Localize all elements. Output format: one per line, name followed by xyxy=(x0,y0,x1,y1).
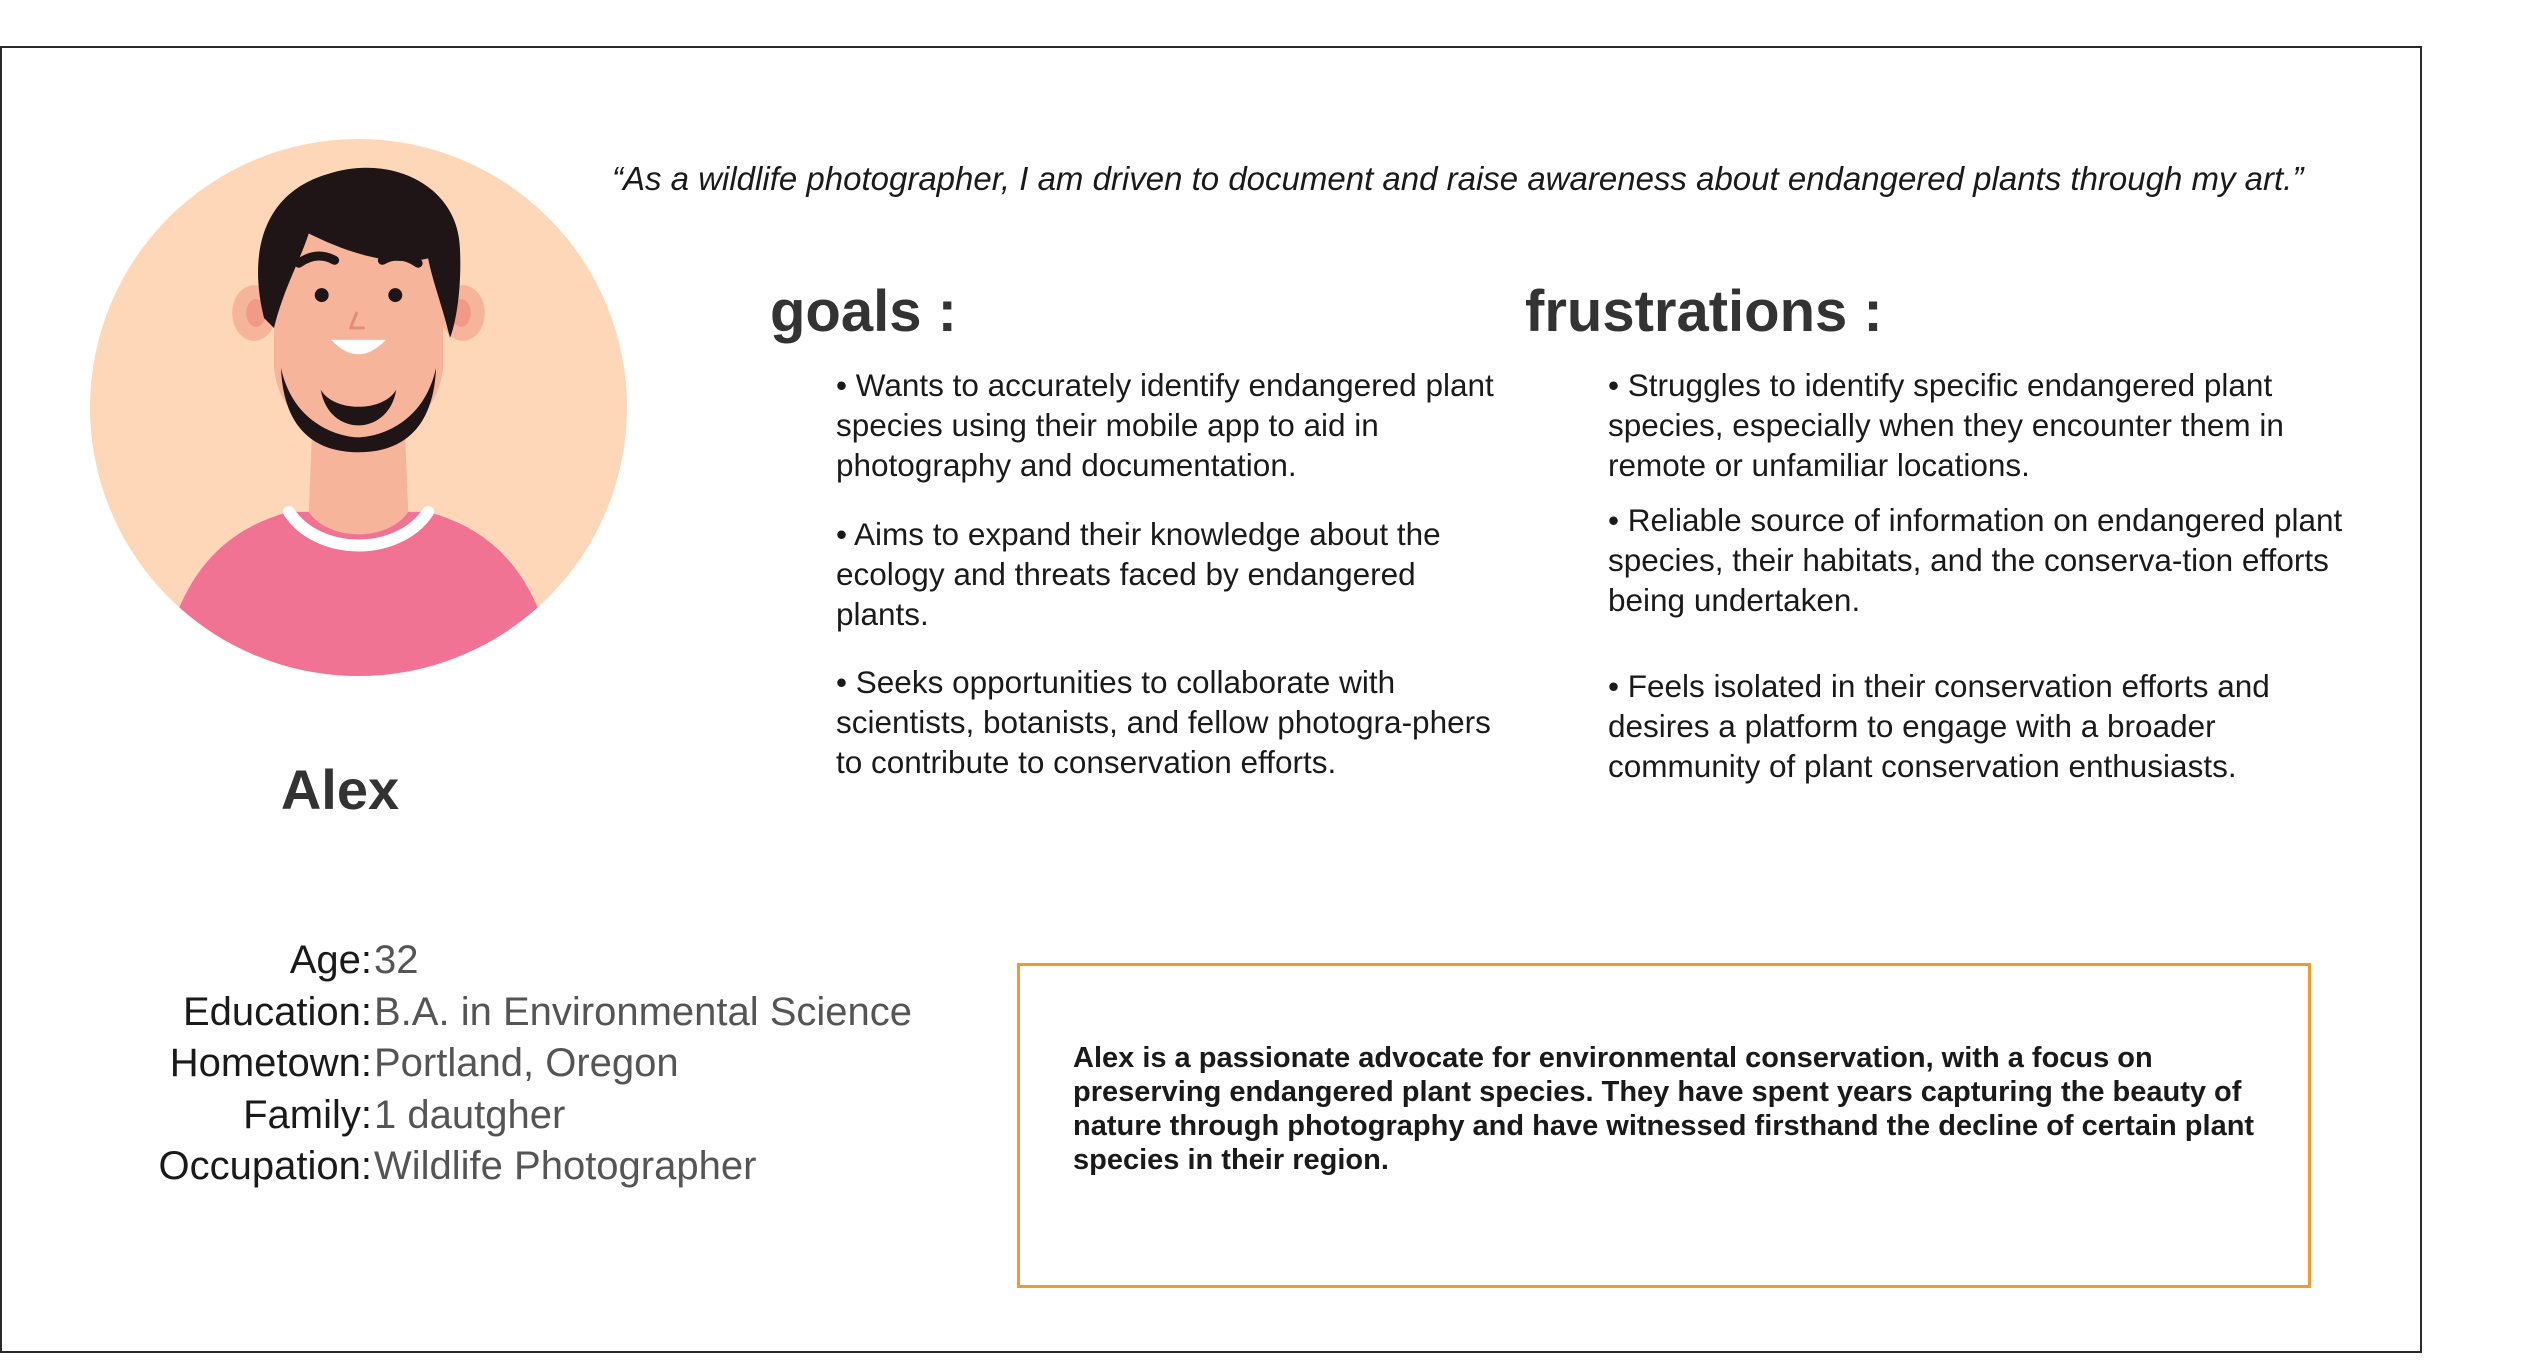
detail-row-age xyxy=(60,935,960,987)
detail-value: B.A. in Environmental Science xyxy=(374,989,913,1034)
persona-name: Alex xyxy=(280,758,400,821)
persona-quote: “As a wildlife photographer, I am driven to document and raise awareness about endangered plants through my art.” xyxy=(612,160,2304,197)
detail-value: Portland, Oregon xyxy=(374,1041,679,1085)
detail-row-education xyxy=(60,987,960,1039)
frustration-item: • Reliable source of information on endangered plant species, their habitats, and the conserva-tion efforts being undertaken. xyxy=(1608,502,2343,618)
detail-value: 1 dautgher xyxy=(374,1092,566,1137)
detail-value: 32 xyxy=(374,938,419,982)
goal-item: • Aims to expand their knowledge about the ecology and threats faced by endangered plants. xyxy=(836,516,1441,632)
detail-row-occupation xyxy=(60,1141,960,1193)
frustrations-heading: frustrations : xyxy=(1525,279,1883,344)
detail-label: Occupation: xyxy=(158,1144,372,1188)
avatar xyxy=(90,139,627,676)
detail-label: Education: xyxy=(182,989,372,1034)
detail-row-family xyxy=(60,1090,960,1142)
goals-heading: goals : xyxy=(770,279,957,344)
frustration-item: • Feels isolated in their conservation efforts and desires a platform to engage with a broader community of plant conservation enthusiasts. xyxy=(1608,668,2270,784)
bio-box xyxy=(1017,963,2311,1288)
goal-item: • Wants to accurately identify endangered plant species using their mobile app to aid in photography and documentation. xyxy=(836,367,1494,483)
persona-details xyxy=(60,935,960,1193)
detail-label: Family: xyxy=(243,1092,372,1137)
bio-text: Alex is a passionate advocate for environmental conservation, with a focus on preserving endangered plant species. They have spent years capturing the beauty of nature through photography and have witnessed firsthand the decline of certain plant species in their region. xyxy=(1073,1042,2255,1176)
detail-row-hometown xyxy=(60,1038,960,1090)
detail-value: Wildlife Photographer xyxy=(374,1144,757,1188)
frustration-item: • Struggles to identify specific endangered plant species, especially when they encounter them in remote or unfamiliar locations. xyxy=(1608,367,2284,483)
goal-item: • Seeks opportunities to collaborate with scientists, botanists, and fellow photogra-phers to contribute to conservation efforts. xyxy=(836,664,1491,780)
detail-label: Age: xyxy=(289,938,372,982)
detail-label: Hometown: xyxy=(169,1041,372,1085)
